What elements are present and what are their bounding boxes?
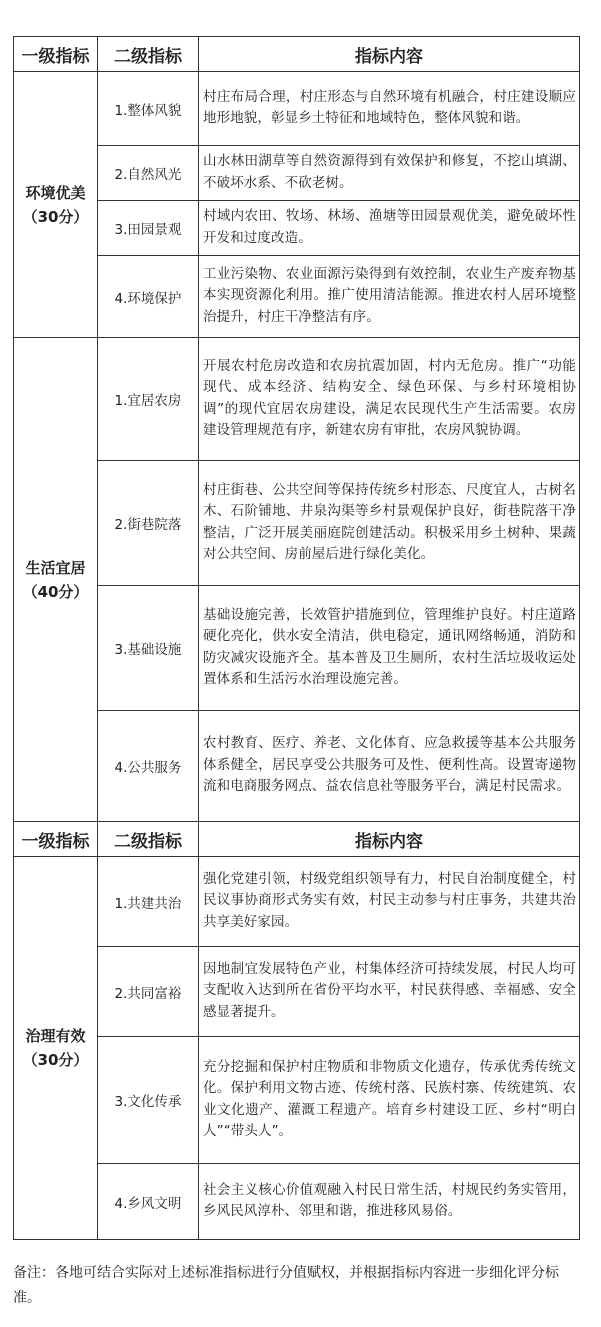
level2-cell: 3.田园景观 — [98, 201, 199, 256]
content-cell: 社会主义核心价值观融入村民日常生活，村规民约务实管用，乡风民风淳朴、邻里和谐，推进移风易俗。 — [199, 1164, 580, 1240]
header-level2: 二级指标 — [98, 37, 199, 72]
header-level1: 一级指标 — [14, 37, 98, 72]
level2-cell: 2.共同富裕 — [98, 947, 199, 1037]
header-content: 指标内容 — [199, 37, 580, 72]
table-row — [14, 201, 580, 256]
level1-name: 生活宜居 — [25, 558, 86, 577]
level1-cell — [14, 338, 98, 822]
table-row — [14, 857, 580, 947]
level2-cell: 4.环境保护 — [98, 256, 199, 338]
table-header-row — [14, 37, 580, 72]
content-cell: 山水林田湖草等自然资源得到有效保护和修复，不挖山填湖、不破坏水系、不砍老树。 — [199, 146, 580, 201]
table-row — [14, 461, 580, 586]
level2-cell: 1.宜居农房 — [98, 338, 199, 461]
header-level2: 二级指标 — [98, 822, 199, 857]
content-cell: 强化党建引领，村级党组织领导有力，村民自治制度健全，村民议事协商形式务实有效，村民主动参与村庄事务，共建共治共享美好家园。 — [199, 857, 580, 947]
table-row — [14, 711, 580, 822]
level1-score: （30分） — [22, 1051, 89, 1069]
level2-cell: 3.基础设施 — [98, 586, 199, 711]
table-row — [14, 256, 580, 338]
evaluation-table — [13, 36, 580, 1240]
table-row — [14, 1164, 580, 1240]
header-content: 指标内容 — [199, 822, 580, 857]
content-cell: 基础设施完善，长效管护措施到位，管理维护良好。村庄道路硬化亮化，供水安全清洁，供电稳定，通讯网络畅通，消防和防灾减灾设施齐全。基本普及卫生厕所，农村生活垃圾收运处置体系和生活污水治理设施完善。 — [199, 586, 580, 711]
level2-cell: 4.公共服务 — [98, 711, 199, 822]
table-row — [14, 72, 580, 146]
content-cell: 村域内农田、牧场、林场、渔塘等田园景观优美，避免破坏性开发和过度改造。 — [199, 201, 580, 256]
level1-score: （30分） — [22, 207, 89, 226]
table-row — [14, 1037, 580, 1164]
level2-cell: 3.文化传承 — [98, 1037, 199, 1164]
table-row — [14, 947, 580, 1037]
level2-cell: 1.共建共治 — [98, 857, 199, 947]
level2-cell: 1.整体风貌 — [98, 72, 199, 146]
content-cell: 农村教育、医疗、养老、文化体育、应急救援等基本公共服务体系健全，居民享受公共服务可及性、便利性高。设置寄递物流和电商服务网点、益农信息社等服务平台，满足村民需求。 — [199, 711, 580, 822]
content-cell: 村庄街巷、公共空间等保持传统乡村形态、尺度宜人，古树名木、石阶铺地、井泉沟渠等乡村景观保护良好，街巷院落干净整洁，广泛开展美丽庭院创建活动。积极采用乡土树种、果蔬对公共空间、房前屋后进行绿化美化。 — [199, 461, 580, 586]
level2-cell: 2.街巷院落 — [98, 461, 199, 586]
table-row — [14, 586, 580, 711]
table-row — [14, 338, 580, 461]
content-cell: 开展农村危房改造和农房抗震加固，村内无危房。推广“功能现代、成本经济、结构安全、绿色环保、与乡村环境相协调”的现代宜居农房建设，满足农民现代生产生活需要。农房建设管理规范有序，新建农房有审批，农房风貌协调。 — [199, 338, 580, 461]
level2-cell: 4.乡风文明 — [98, 1164, 199, 1240]
footnote: 备注：各地可结合实际对上述标准指标进行分值赋权，并根据指标内容进一步细化评分标准。 — [13, 1265, 559, 1306]
content-cell: 村庄布局合理，村庄形态与自然环境有机融合，村庄建设顺应地形地貌，彰显乡土特征和地域特色，整体风貌和谐。 — [199, 72, 580, 146]
content-cell: 充分挖掘和保护村庄物质和非物质文化遗存，传承优秀传统文化。保护利用文物古迹、传统村落、民族村寨、传统建筑、农业文化遗产、灌溉工程遗产。培育乡村建设工匠、乡村“明白人”“带头人”。 — [199, 1037, 580, 1164]
table-row — [14, 146, 580, 201]
level1-cell — [14, 72, 98, 338]
level1-name: 环境优美 — [25, 183, 86, 202]
content-cell: 工业污染物、农业面源污染得到有效控制，农业生产废弃物基本实现资源化利用。推广使用清洁能源。推进农村人居环境整治提升，村庄干净整洁有序。 — [199, 256, 580, 338]
level1-name: 治理有效 — [25, 1027, 86, 1045]
level1-score: （40分） — [22, 582, 89, 601]
level2-cell: 2.自然风光 — [98, 146, 199, 201]
table-header-row — [14, 822, 580, 857]
content-cell: 因地制宜发展特色产业，村集体经济可持续发展，村民人均可支配收入达到所在省份平均水平，村民获得感、幸福感、安全感显著提升。 — [199, 947, 580, 1037]
header-level1: 一级指标 — [14, 822, 98, 857]
level1-cell — [14, 857, 98, 1240]
